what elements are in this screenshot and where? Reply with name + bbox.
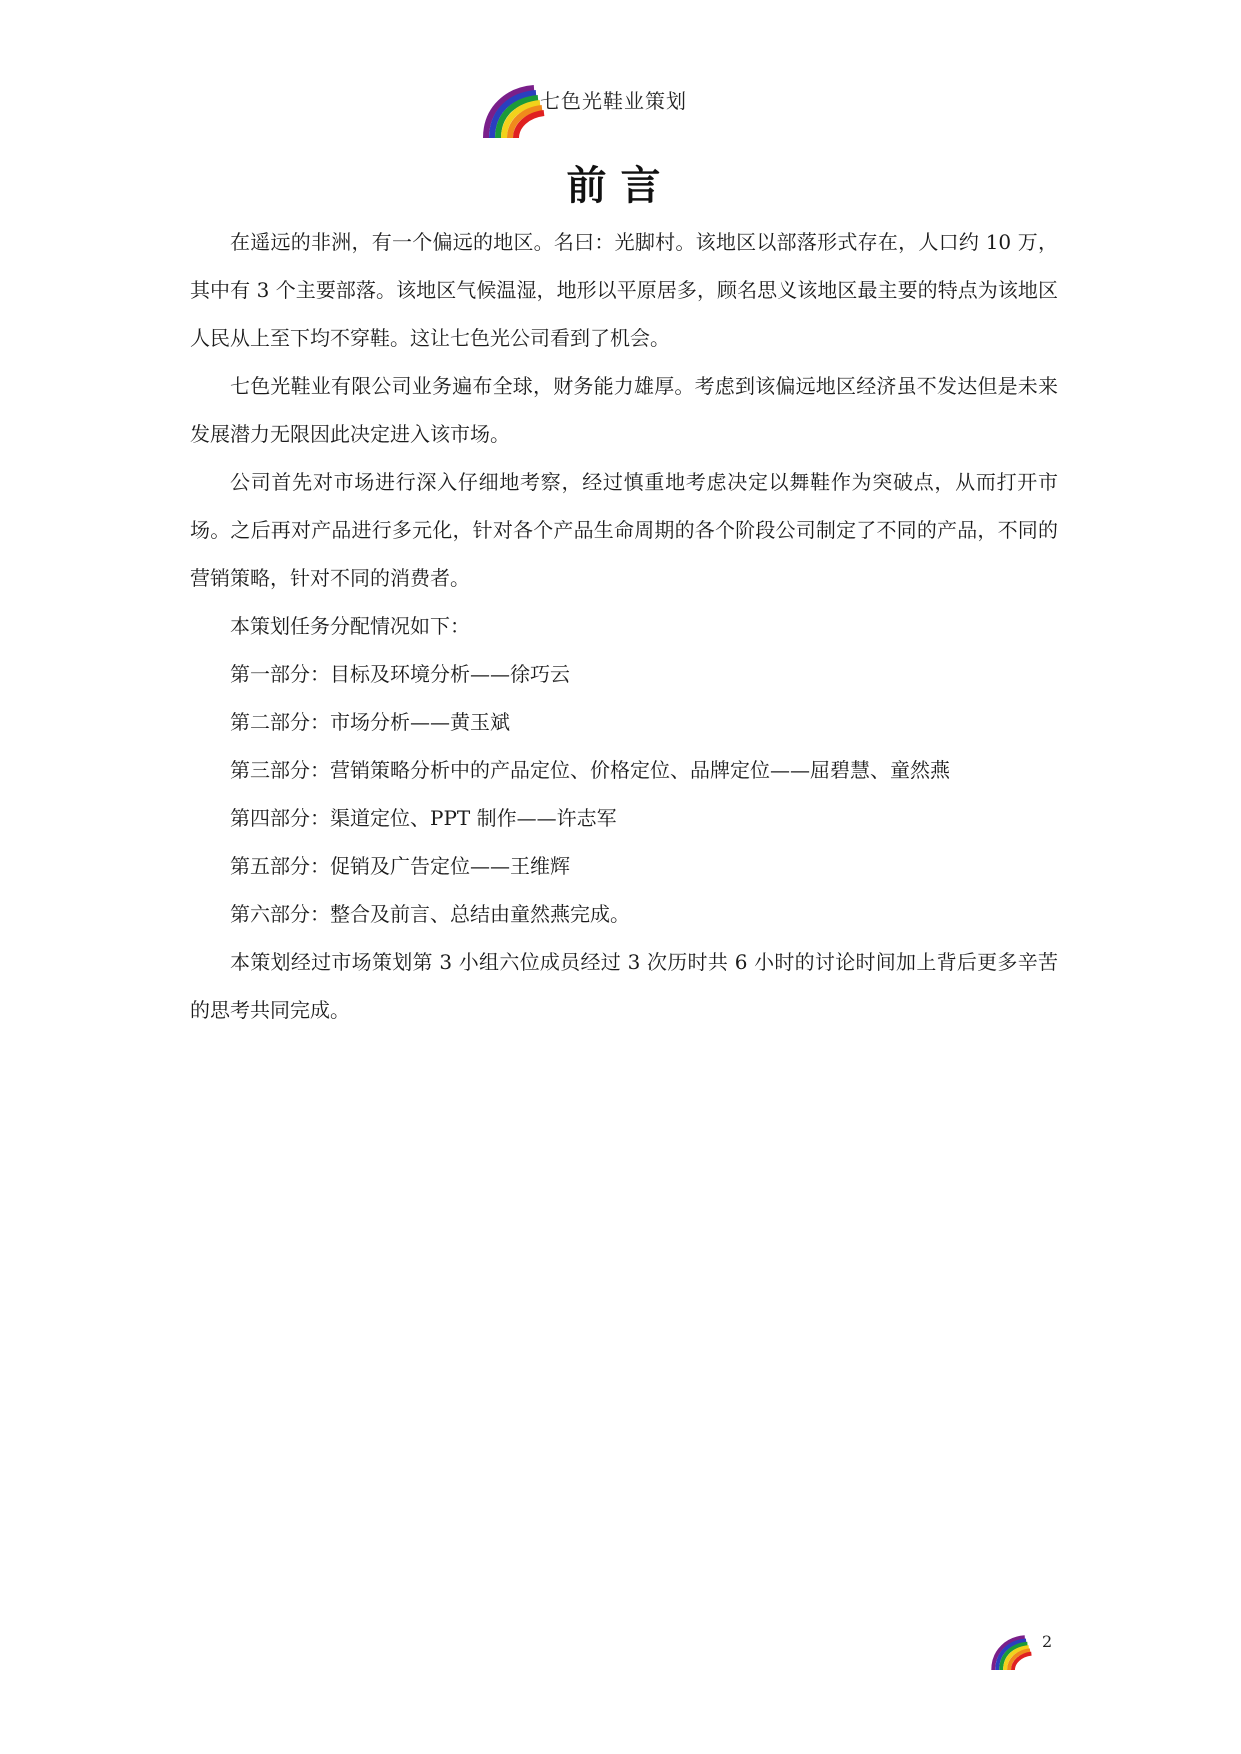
rainbow-logo-icon	[478, 78, 548, 140]
paragraph-strategy: 公司首先对市场进行深入仔细地考察，经过慎重地考虑决定以舞鞋作为突破点，从而打开市场。之后再对产品进行多元化，针对各个产品生命周期的各个阶段公司制定了不同的产品，不同的营销策略，针对不同的消费者。	[190, 470, 1058, 590]
header-title: 七色光鞋业策划	[540, 89, 687, 113]
task-item-part-3: 第三部分：营销策略分析中的产品定位、价格定位、品牌定位——屈碧慧、童然燕	[230, 758, 950, 782]
page-footer	[988, 1630, 1078, 1672]
paragraph-intro: 在遥远的非洲，有一个偏远的地区。名曰：光脚村。该地区以部落形式存在，人口约 10 万，其中有 3 个主要部落。该地区气候温湿，地形以平原居多，顾名思义该地区最主要的特点为该地区人民从上至下均不穿鞋。这让七色光公司看到了机会。	[190, 230, 1058, 350]
page-header	[0, 78, 1241, 148]
paragraph-closing: 本策划经过市场策划第 3 小组六位成员经过 3 次历时共 6 小时的讨论时间加上背后更多辛苦的思考共同完成。	[190, 950, 1058, 1022]
rainbow-logo-icon	[988, 1630, 1034, 1672]
document-body	[190, 218, 1058, 1034]
task-item-part-2: 第二部分：市场分析——黄玉斌	[230, 710, 510, 734]
page-title: 前言	[566, 163, 675, 209]
paragraph-company: 七色光鞋业有限公司业务遍布全球，财务能力雄厚。考虑到该偏远地区经济虽不发达但是未来发展潜力无限因此决定进入该市场。	[190, 374, 1058, 446]
task-item-part-4: 第四部分：渠道定位、PPT 制作——许志军	[230, 806, 617, 830]
task-item-part-1: 第一部分：目标及环境分析——徐巧云	[230, 662, 570, 686]
task-item-part-5: 第五部分：促销及广告定位——王维辉	[230, 854, 570, 878]
paragraph-task-intro: 本策划任务分配情况如下：	[230, 614, 470, 638]
page-number: 2	[1042, 1632, 1053, 1651]
task-item-part-6: 第六部分：整合及前言、总结由童然燕完成。	[230, 902, 630, 926]
